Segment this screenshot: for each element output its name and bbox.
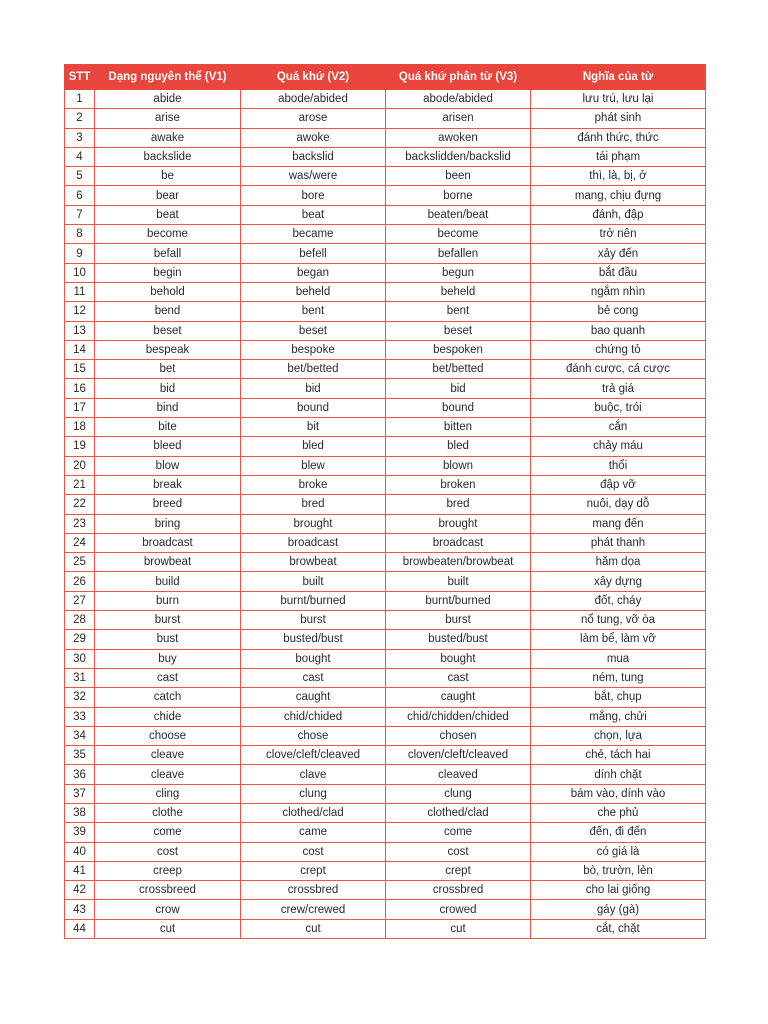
stt-cell: 39	[65, 823, 95, 842]
past-simple-cell: broke	[241, 475, 386, 494]
past-simple-cell: bound	[241, 398, 386, 417]
base-form-cell: cling	[95, 784, 241, 803]
header-past-participle: Quá khứ phân từ (V3)	[386, 65, 531, 90]
base-form-cell: broadcast	[95, 533, 241, 552]
table-row	[65, 379, 706, 398]
meaning-cell: bò, trườn, lẻn	[531, 861, 706, 880]
table-row	[65, 244, 706, 263]
stt-cell: 38	[65, 803, 95, 822]
meaning-cell: trả giá	[531, 379, 706, 398]
table-row	[65, 611, 706, 630]
table-row	[65, 302, 706, 321]
table-row	[65, 881, 706, 900]
stt-cell: 11	[65, 282, 95, 301]
past-participle-cell: cleaved	[386, 765, 531, 784]
base-form-cell: bleed	[95, 437, 241, 456]
meaning-cell: xảy đến	[531, 244, 706, 263]
stt-cell: 18	[65, 418, 95, 437]
base-form-cell: crow	[95, 900, 241, 919]
table-row	[65, 456, 706, 475]
table-row	[65, 90, 706, 109]
past-participle-cell: awoken	[386, 128, 531, 147]
meaning-cell: che phủ	[531, 803, 706, 822]
meaning-cell: chọn, lựa	[531, 726, 706, 745]
past-simple-cell: bespoke	[241, 340, 386, 359]
past-participle-cell: begun	[386, 263, 531, 282]
stt-cell: 13	[65, 321, 95, 340]
table-row	[65, 533, 706, 552]
table-row	[65, 784, 706, 803]
stt-cell: 21	[65, 475, 95, 494]
past-simple-cell: clave	[241, 765, 386, 784]
stt-cell: 24	[65, 533, 95, 552]
table-row	[65, 398, 706, 417]
table-row	[65, 147, 706, 166]
stt-cell: 15	[65, 360, 95, 379]
past-simple-cell: built	[241, 572, 386, 591]
past-participle-cell: busted/bust	[386, 630, 531, 649]
past-simple-cell: cost	[241, 842, 386, 861]
past-participle-cell: crossbred	[386, 881, 531, 900]
base-form-cell: be	[95, 167, 241, 186]
past-simple-cell: abode/abided	[241, 90, 386, 109]
table-row	[65, 128, 706, 147]
meaning-cell: thì, là, bị, ở	[531, 167, 706, 186]
meaning-cell: bắt đầu	[531, 263, 706, 282]
header-meaning: Nghĩa của từ	[531, 65, 706, 90]
past-participle-cell: burnt/burned	[386, 591, 531, 610]
base-form-cell: awake	[95, 128, 241, 147]
meaning-cell: ngắm nhìn	[531, 282, 706, 301]
meaning-cell: chẻ, tách hai	[531, 746, 706, 765]
stt-cell: 44	[65, 919, 95, 938]
stt-cell: 34	[65, 726, 95, 745]
past-participle-cell: bespoken	[386, 340, 531, 359]
meaning-cell: bao quanh	[531, 321, 706, 340]
past-simple-cell: began	[241, 263, 386, 282]
stt-cell: 31	[65, 668, 95, 687]
meaning-cell: đến, đi đến	[531, 823, 706, 842]
base-form-cell: abide	[95, 90, 241, 109]
stt-cell: 6	[65, 186, 95, 205]
past-participle-cell: arisen	[386, 109, 531, 128]
past-participle-cell: beset	[386, 321, 531, 340]
past-participle-cell: abode/abided	[386, 90, 531, 109]
table-header	[65, 65, 706, 90]
past-participle-cell: backslidden/backslid	[386, 147, 531, 166]
stt-cell: 1	[65, 90, 95, 109]
table-row	[65, 437, 706, 456]
stt-cell: 42	[65, 881, 95, 900]
past-participle-cell: cost	[386, 842, 531, 861]
header-stt: STT	[65, 65, 95, 90]
base-form-cell: beat	[95, 205, 241, 224]
past-simple-cell: crossbred	[241, 881, 386, 900]
base-form-cell: catch	[95, 688, 241, 707]
stt-cell: 17	[65, 398, 95, 417]
base-form-cell: behold	[95, 282, 241, 301]
base-form-cell: crossbreed	[95, 881, 241, 900]
past-simple-cell: caught	[241, 688, 386, 707]
base-form-cell: begin	[95, 263, 241, 282]
base-form-cell: cast	[95, 668, 241, 687]
meaning-cell: gáy (gà)	[531, 900, 706, 919]
base-form-cell: break	[95, 475, 241, 494]
base-form-cell: browbeat	[95, 553, 241, 572]
past-simple-cell: chid/chided	[241, 707, 386, 726]
base-form-cell: burn	[95, 591, 241, 610]
past-simple-cell: bled	[241, 437, 386, 456]
meaning-cell: phát thanh	[531, 533, 706, 552]
stt-cell: 23	[65, 514, 95, 533]
table-row	[65, 186, 706, 205]
stt-cell: 40	[65, 842, 95, 861]
table-row	[65, 321, 706, 340]
table-row	[65, 340, 706, 359]
stt-cell: 27	[65, 591, 95, 610]
stt-cell: 8	[65, 225, 95, 244]
past-participle-cell: cast	[386, 668, 531, 687]
base-form-cell: burst	[95, 611, 241, 630]
stt-cell: 33	[65, 707, 95, 726]
past-simple-cell: beat	[241, 205, 386, 224]
past-participle-cell: bound	[386, 398, 531, 417]
meaning-cell: cho lai giống	[531, 881, 706, 900]
past-simple-cell: befell	[241, 244, 386, 263]
table-row	[65, 263, 706, 282]
past-participle-cell: built	[386, 572, 531, 591]
meaning-cell: chảy máu	[531, 437, 706, 456]
table-row	[65, 900, 706, 919]
base-form-cell: cut	[95, 919, 241, 938]
past-simple-cell: bore	[241, 186, 386, 205]
past-participle-cell: clothed/clad	[386, 803, 531, 822]
past-simple-cell: cast	[241, 668, 386, 687]
base-form-cell: become	[95, 225, 241, 244]
meaning-cell: dính chặt	[531, 765, 706, 784]
meaning-cell: tái phạm	[531, 147, 706, 166]
past-participle-cell: clung	[386, 784, 531, 803]
past-participle-cell: bitten	[386, 418, 531, 437]
header-past-simple: Quá khứ (V2)	[241, 65, 386, 90]
past-participle-cell: befallen	[386, 244, 531, 263]
past-simple-cell: clung	[241, 784, 386, 803]
past-participle-cell: bid	[386, 379, 531, 398]
stt-cell: 2	[65, 109, 95, 128]
header-base-form: Dạng nguyên thể (V1)	[95, 65, 241, 90]
table-row	[65, 842, 706, 861]
past-simple-cell: came	[241, 823, 386, 842]
past-simple-cell: burnt/burned	[241, 591, 386, 610]
base-form-cell: come	[95, 823, 241, 842]
base-form-cell: choose	[95, 726, 241, 745]
base-form-cell: bust	[95, 630, 241, 649]
table-row	[65, 360, 706, 379]
past-participle-cell: crept	[386, 861, 531, 880]
past-participle-cell: beheld	[386, 282, 531, 301]
meaning-cell: mang, chịu đựng	[531, 186, 706, 205]
meaning-cell: nuôi, dạy dỗ	[531, 495, 706, 514]
stt-cell: 37	[65, 784, 95, 803]
table-row	[65, 746, 706, 765]
irregular-verbs-table	[64, 64, 706, 939]
table-row	[65, 649, 706, 668]
base-form-cell: cleave	[95, 746, 241, 765]
table-row	[65, 919, 706, 938]
past-simple-cell: clothed/clad	[241, 803, 386, 822]
meaning-cell: mua	[531, 649, 706, 668]
base-form-cell: buy	[95, 649, 241, 668]
meaning-cell: cắt, chặt	[531, 919, 706, 938]
past-participle-cell: caught	[386, 688, 531, 707]
meaning-cell: đốt, cháy	[531, 591, 706, 610]
past-participle-cell: bought	[386, 649, 531, 668]
base-form-cell: bet	[95, 360, 241, 379]
past-simple-cell: blew	[241, 456, 386, 475]
past-simple-cell: bred	[241, 495, 386, 514]
past-participle-cell: beaten/beat	[386, 205, 531, 224]
base-form-cell: bind	[95, 398, 241, 417]
stt-cell: 19	[65, 437, 95, 456]
past-simple-cell: bent	[241, 302, 386, 321]
stt-cell: 35	[65, 746, 95, 765]
stt-cell: 25	[65, 553, 95, 572]
stt-cell: 32	[65, 688, 95, 707]
meaning-cell: đánh cược, cá cược	[531, 360, 706, 379]
base-form-cell: build	[95, 572, 241, 591]
table-row	[65, 418, 706, 437]
meaning-cell: trở nên	[531, 225, 706, 244]
meaning-cell: xây dựng	[531, 572, 706, 591]
base-form-cell: beset	[95, 321, 241, 340]
base-form-cell: bear	[95, 186, 241, 205]
meaning-cell: buộc, trói	[531, 398, 706, 417]
stt-cell: 7	[65, 205, 95, 224]
past-simple-cell: beset	[241, 321, 386, 340]
table-row	[65, 765, 706, 784]
stt-cell: 14	[65, 340, 95, 359]
stt-cell: 9	[65, 244, 95, 263]
past-participle-cell: blown	[386, 456, 531, 475]
base-form-cell: cost	[95, 842, 241, 861]
past-simple-cell: broadcast	[241, 533, 386, 552]
past-participle-cell: chid/chidden/chided	[386, 707, 531, 726]
base-form-cell: backslide	[95, 147, 241, 166]
meaning-cell: ném, tung	[531, 668, 706, 687]
meaning-cell: mắng, chửi	[531, 707, 706, 726]
table-row	[65, 803, 706, 822]
base-form-cell: blow	[95, 456, 241, 475]
base-form-cell: creep	[95, 861, 241, 880]
stt-cell: 5	[65, 167, 95, 186]
stt-cell: 4	[65, 147, 95, 166]
stt-cell: 30	[65, 649, 95, 668]
stt-cell: 26	[65, 572, 95, 591]
base-form-cell: bring	[95, 514, 241, 533]
table-row	[65, 167, 706, 186]
past-simple-cell: bet/betted	[241, 360, 386, 379]
meaning-cell: bẻ cong	[531, 302, 706, 321]
past-participle-cell: become	[386, 225, 531, 244]
past-participle-cell: borne	[386, 186, 531, 205]
past-simple-cell: chose	[241, 726, 386, 745]
meaning-cell: bám vào, dính vào	[531, 784, 706, 803]
base-form-cell: arise	[95, 109, 241, 128]
meaning-cell: có giá là	[531, 842, 706, 861]
table-row	[65, 475, 706, 494]
past-simple-cell: beheld	[241, 282, 386, 301]
meaning-cell: chứng tỏ	[531, 340, 706, 359]
past-participle-cell: bred	[386, 495, 531, 514]
table-row	[65, 282, 706, 301]
stt-cell: 41	[65, 861, 95, 880]
base-form-cell: breed	[95, 495, 241, 514]
table-body	[65, 90, 706, 939]
table-row	[65, 823, 706, 842]
stt-cell: 43	[65, 900, 95, 919]
table-row	[65, 668, 706, 687]
base-form-cell: befall	[95, 244, 241, 263]
table-row	[65, 225, 706, 244]
header-row	[65, 65, 706, 90]
past-participle-cell: crowed	[386, 900, 531, 919]
table-row	[65, 688, 706, 707]
meaning-cell: nổ tung, vỡ òa	[531, 611, 706, 630]
past-simple-cell: bought	[241, 649, 386, 668]
meaning-cell: bắt, chụp	[531, 688, 706, 707]
past-simple-cell: clove/cleft/cleaved	[241, 746, 386, 765]
base-form-cell: cleave	[95, 765, 241, 784]
past-simple-cell: backslid	[241, 147, 386, 166]
past-simple-cell: bid	[241, 379, 386, 398]
past-simple-cell: crew/crewed	[241, 900, 386, 919]
meaning-cell: thổi	[531, 456, 706, 475]
past-simple-cell: burst	[241, 611, 386, 630]
table-row	[65, 109, 706, 128]
past-participle-cell: chosen	[386, 726, 531, 745]
past-participle-cell: bent	[386, 302, 531, 321]
table-row	[65, 861, 706, 880]
base-form-cell: clothe	[95, 803, 241, 822]
stt-cell: 29	[65, 630, 95, 649]
past-participle-cell: broken	[386, 475, 531, 494]
past-participle-cell: browbeaten/browbeat	[386, 553, 531, 572]
stt-cell: 3	[65, 128, 95, 147]
past-simple-cell: brought	[241, 514, 386, 533]
past-simple-cell: awoke	[241, 128, 386, 147]
past-simple-cell: busted/bust	[241, 630, 386, 649]
stt-cell: 28	[65, 611, 95, 630]
past-participle-cell: cut	[386, 919, 531, 938]
past-participle-cell: come	[386, 823, 531, 842]
stt-cell: 10	[65, 263, 95, 282]
table-row	[65, 630, 706, 649]
stt-cell: 12	[65, 302, 95, 321]
past-simple-cell: arose	[241, 109, 386, 128]
meaning-cell: đánh thức, thức	[531, 128, 706, 147]
past-simple-cell: bit	[241, 418, 386, 437]
table-row	[65, 205, 706, 224]
past-participle-cell: bet/betted	[386, 360, 531, 379]
table-row	[65, 514, 706, 533]
meaning-cell: hăm dọa	[531, 553, 706, 572]
table-row	[65, 591, 706, 610]
past-participle-cell: cloven/cleft/cleaved	[386, 746, 531, 765]
stt-cell: 36	[65, 765, 95, 784]
base-form-cell: bend	[95, 302, 241, 321]
past-participle-cell: brought	[386, 514, 531, 533]
past-simple-cell: cut	[241, 919, 386, 938]
meaning-cell: đập vỡ	[531, 475, 706, 494]
past-simple-cell: was/were	[241, 167, 386, 186]
past-simple-cell: became	[241, 225, 386, 244]
base-form-cell: bespeak	[95, 340, 241, 359]
base-form-cell: bite	[95, 418, 241, 437]
stt-cell: 22	[65, 495, 95, 514]
meaning-cell: mang đến	[531, 514, 706, 533]
table-row	[65, 495, 706, 514]
meaning-cell: lưu trú, lưu lại	[531, 90, 706, 109]
past-simple-cell: browbeat	[241, 553, 386, 572]
past-participle-cell: bled	[386, 437, 531, 456]
table-row	[65, 707, 706, 726]
base-form-cell: bid	[95, 379, 241, 398]
past-simple-cell: crept	[241, 861, 386, 880]
meaning-cell: phát sinh	[531, 109, 706, 128]
past-participle-cell: broadcast	[386, 533, 531, 552]
table-row	[65, 572, 706, 591]
stt-cell: 20	[65, 456, 95, 475]
meaning-cell: làm bể, làm vỡ	[531, 630, 706, 649]
table-row	[65, 553, 706, 572]
table-row	[65, 726, 706, 745]
stt-cell: 16	[65, 379, 95, 398]
base-form-cell: chide	[95, 707, 241, 726]
past-participle-cell: been	[386, 167, 531, 186]
meaning-cell: cắn	[531, 418, 706, 437]
meaning-cell: đánh, đập	[531, 205, 706, 224]
past-participle-cell: burst	[386, 611, 531, 630]
